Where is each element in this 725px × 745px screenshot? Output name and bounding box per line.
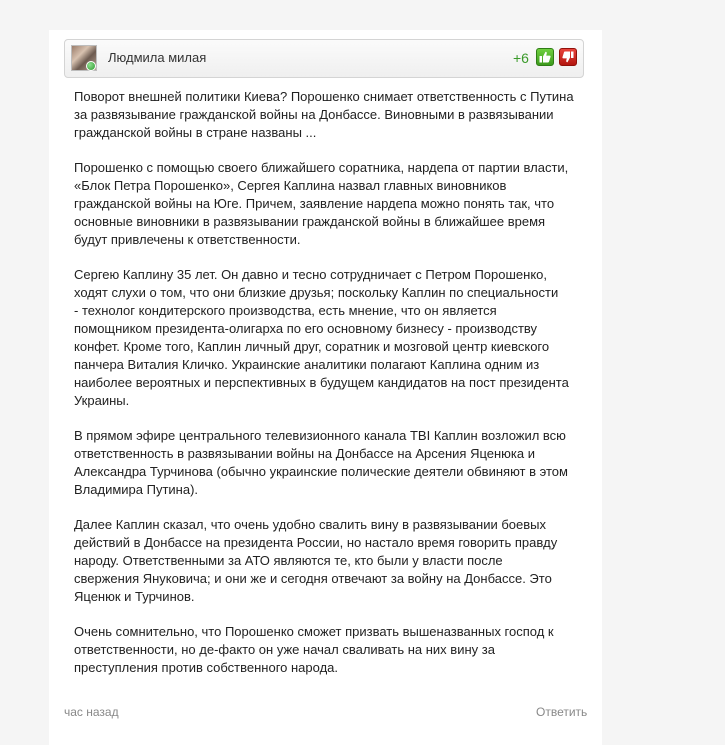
comment-paragraph: В прямом эфире центрального телевизионного канала ТВІ Каплин возложил всю ответственность в развязывании войны на Донбассе на Арсения Яценюка и Александра Турчинова (обычно украинские полические деятели обвиняют в этом Владимира Путина). (74, 428, 568, 497)
online-status-icon (86, 61, 96, 71)
comment-paragraph: Очень сомнительно, что Порошенко сможет призвать вышеназванных господ к ответственности, но де-факто он уже начал сваливать на них вину за преступления против собственного народа. (74, 624, 554, 675)
comment-paragraph: Сергею Каплину 35 лет. Он давно и тесно сотрудничает с Петром Порошенко, ходят слухи о том, что они близкие друзья; поскольку Каплин по специальности - технолог кондитерского производства, есть мнение, что он является помощником президента-олигарха по его основному бизнесу - производству конфет. Кроме того, Каплин личный друг, соратник и мозговой центр киевского панчера Виталия Кличко. Украинские аналитики полагают Каплина одним из наиболее вероятных и перспективных в будущем кандидатов на пост президента Украины. (74, 267, 569, 408)
author-name[interactable]: Людмила милая (108, 50, 207, 65)
comment-timestamp: час назад (64, 705, 119, 719)
comment-body (74, 88, 584, 694)
comment-paragraph: Поворот внешней политики Киева? Порошенко снимает ответственность с Путина за развязывание гражданской войны на Донбассе. Виновными в развязывании гражданской войны в стране названы ... (74, 89, 574, 140)
reply-link[interactable]: Ответить (536, 705, 588, 719)
comment-paragraph: Порошенко с помощью своего ближайшего соратника, нардепа от партии власти, «Блок Петра Порошенко», Сергея Каплина назвал главных виновников гражданской войны на Юге. Причем, заявление нардепа можно понять так, что основные виновники в развязывании гражданской войны в ближайшее время будут привлечены к ответственности. (74, 160, 569, 247)
comment-paragraph: Далее Каплин сказал, что очень удобно свалить вину в развязывании боевых действий в Донбассе на президента России, но настало время говорить правду народу. Ответственными за АТО являются те, кто были у власти после свержения Януковича; и они же и сегодня отвечают за войну на Донбассе. Это Яценюк и Турчинов. (74, 517, 558, 604)
vote-down-button[interactable] (559, 48, 577, 66)
comment-header (64, 39, 584, 78)
comment-score: +6 (513, 50, 529, 66)
vote-up-button[interactable] (536, 48, 554, 66)
thumbs-down-icon (562, 51, 574, 63)
thumbs-up-icon (539, 51, 551, 63)
